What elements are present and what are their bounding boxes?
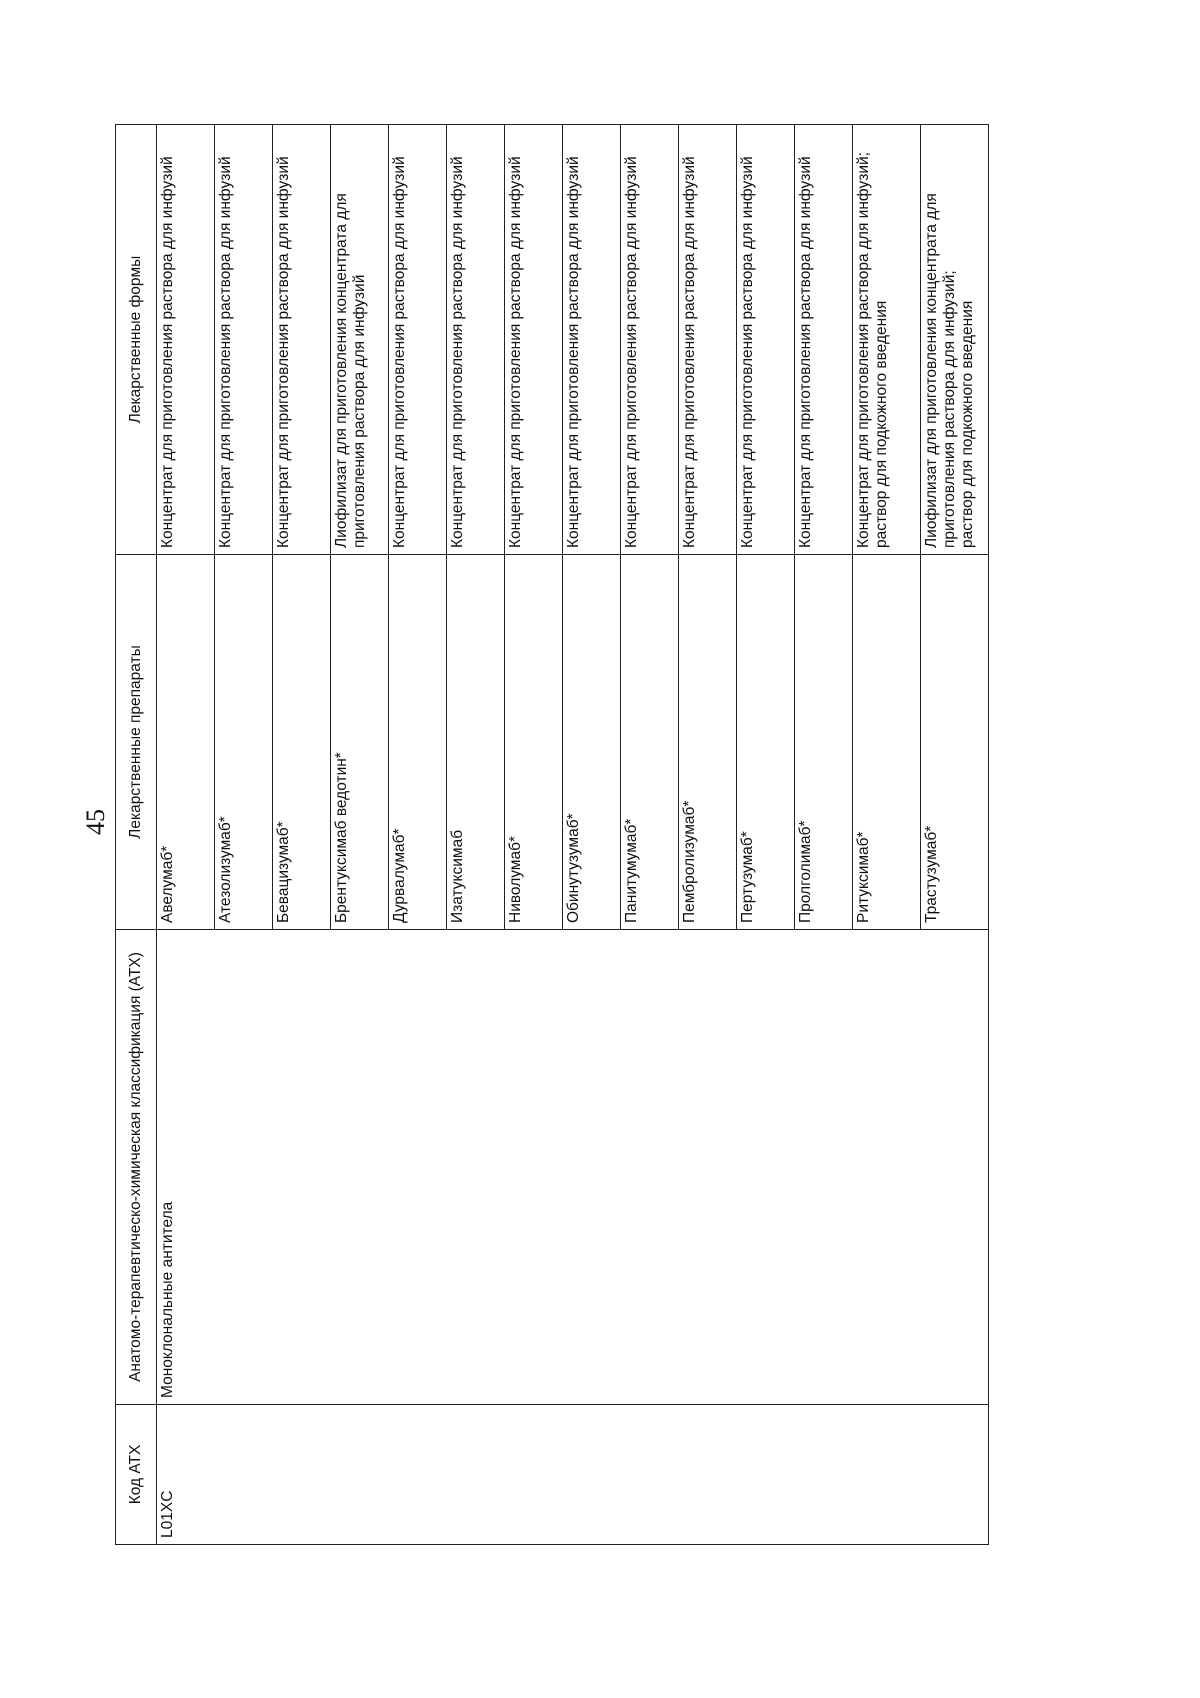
form-line: Концентрат для приготовления раствора для инфузий — [217, 156, 234, 548]
atc-classification-cell: Моноклональные антитела — [157, 930, 989, 1405]
header-forms: Лекарственные формы — [116, 125, 157, 555]
table-row — [157, 125, 215, 1545]
table-body — [157, 125, 989, 1545]
forms-cell — [215, 125, 273, 555]
form-line: Концентрат для приготовления раствора для инфузий — [565, 156, 582, 548]
drug-cell: Ниволумаб* — [505, 555, 563, 930]
header-code: Код АТХ — [116, 1405, 157, 1545]
table-header-row — [116, 125, 157, 1545]
forms-cell — [157, 125, 215, 555]
form-line: раствор для подкожного введения — [959, 300, 976, 548]
drug-cell: Атезолизумаб* — [215, 555, 273, 930]
drug-cell: Панитумумаб* — [621, 555, 679, 930]
form-line: Концентрат для приготовления раствора для инфузий — [797, 156, 814, 548]
form-line: Лиофилизат для приготовления концентрата для приготовления раствора для инфузий; — [923, 193, 958, 548]
form-line: Концентрат для приготовления раствора для инфузий — [623, 156, 640, 548]
forms-cell — [795, 125, 853, 555]
form-line: Концентрат для приготовления раствора для инфузий — [507, 156, 524, 548]
drug-cell: Авелумаб* — [157, 555, 215, 930]
forms-cell — [679, 125, 737, 555]
forms-cell — [389, 125, 447, 555]
forms-cell — [331, 125, 389, 555]
form-line: Лиофилизат для приготовления концентрата для приготовления раствора для инфузий — [333, 193, 368, 548]
form-line: Концентрат для приготовления раствора для инфузий — [159, 156, 176, 548]
page-number: 45 — [81, 809, 110, 835]
form-line: Концентрат для приготовления раствора для инфузий — [275, 156, 292, 548]
drug-cell: Пертузумаб* — [737, 555, 795, 930]
drug-cell: Изатуксимаб — [447, 555, 505, 930]
forms-cell — [505, 125, 563, 555]
header-classification: Анатомо-терапевтическо-химическая классификация (АТХ) — [116, 930, 157, 1405]
forms-cell — [563, 125, 621, 555]
forms-cell — [737, 125, 795, 555]
atc-code-cell: L01XC — [157, 1405, 989, 1545]
drug-cell: Брентуксимаб ведотин* — [331, 555, 389, 930]
atc-drug-table — [115, 124, 989, 1545]
form-line: Концентрат для приготовления раствора для инфузий — [681, 156, 698, 548]
forms-cell — [273, 125, 331, 555]
drug-cell: Бевацизумаб* — [273, 555, 331, 930]
forms-cell — [921, 125, 989, 555]
form-line: Концентрат для приготовления раствора для инфузий; — [855, 152, 872, 548]
form-line: Концентрат для приготовления раствора для инфузий — [739, 156, 756, 548]
forms-cell — [621, 125, 679, 555]
drug-cell: Ритуксимаб* — [853, 555, 921, 930]
drug-cell: Трастузумаб* — [921, 555, 989, 930]
form-line: Концентрат для приготовления раствора для инфузий — [449, 156, 466, 548]
form-line: раствор для подкожного введения — [873, 300, 890, 548]
forms-cell — [447, 125, 505, 555]
form-line: Концентрат для приготовления раствора для инфузий — [391, 156, 408, 548]
rotated-table-container — [115, 125, 1070, 1545]
drug-cell: Обинутузумаб* — [563, 555, 621, 930]
drug-cell: Пембролизумаб* — [679, 555, 737, 930]
forms-cell — [853, 125, 921, 555]
header-drugs: Лекарственные препараты — [116, 555, 157, 930]
drug-cell: Пролголимаб* — [795, 555, 853, 930]
drug-cell: Дурвалумаб* — [389, 555, 447, 930]
